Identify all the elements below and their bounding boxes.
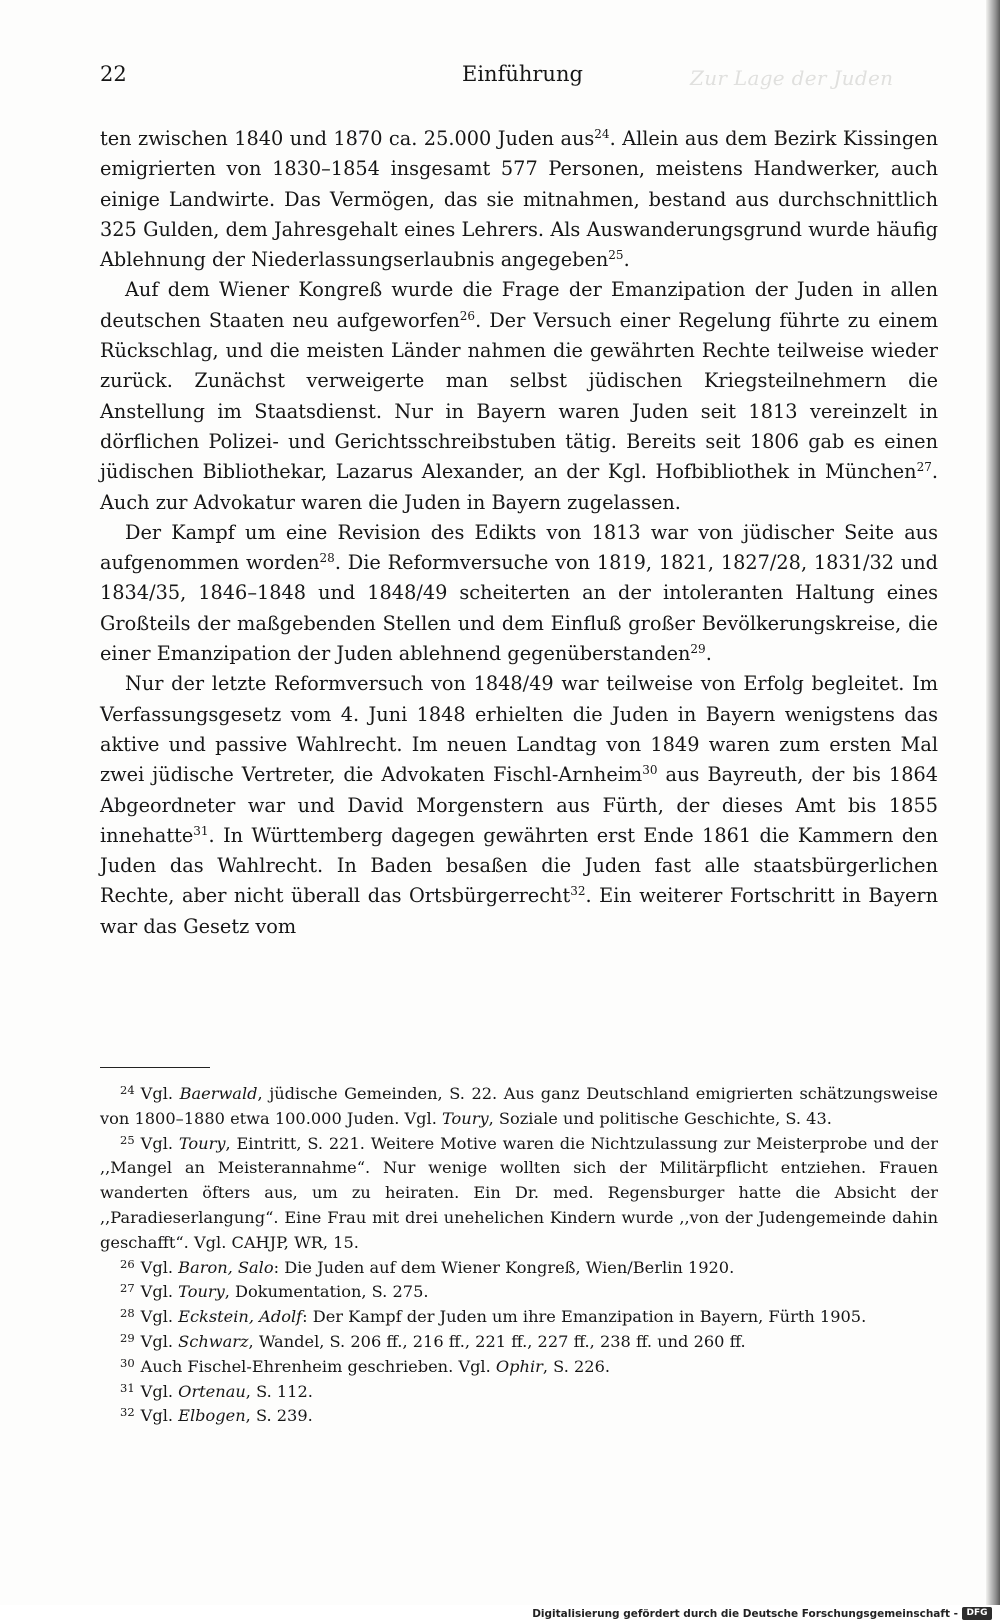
footnote-number: 25: [120, 1132, 135, 1147]
footnote-reference: 32: [570, 884, 586, 899]
footnote-reference: 26: [459, 308, 476, 323]
footnote-reference: 30: [642, 763, 658, 778]
footnote-reference: 28: [319, 551, 335, 566]
footnote-text: Vgl. Eckstein, Adolf: Der Kampf der Juden um ihre Emanzipation in Bayern, Fürth 1905.: [140, 1307, 867, 1327]
page-header: [100, 62, 970, 92]
footnote-number: 29: [120, 1330, 135, 1345]
footnote: [100, 1404, 938, 1429]
footnote-number: 24: [120, 1083, 135, 1097]
footnote-number: 26: [120, 1256, 135, 1271]
cited-author: Baerwald: [179, 1084, 258, 1103]
cited-author: Baron, Salo: [178, 1257, 274, 1277]
footnote-text: Auch Fischel-Ehrenheim geschrieben. Vgl. Ophir, S. 226.: [140, 1356, 611, 1376]
footnote-separator: [100, 1067, 210, 1068]
body-text: [100, 124, 938, 942]
body-paragraph: Auf dem Wiener Kongreß wurde die Frage der Emanzipation der Juden in allen deutschen Staaten neu aufgeworfen$^{26}$. Der Versuch einer Regelung führte zu einem Rückschlag, und die meisten Länder nahmen die gewährten Rechte teilweise wieder zurück. Zunächst verweigerte man selbst jüdischen Kriegsteilnehmern die Anstellung im Staatsdienst. Nur in Bayern waren Juden seit 1813 vereinzelt in dörflichen Polizei- und Gerichtsschreibstuben tätig. Bereits seit 1806 gab es einen jüdischen Bibliothekar, Lazarus Alexander, an der Kgl. Hofbibliothek in München$^{27}$. Auch zur Advokatur waren die Juden in Bayern zugelassen.: [100, 278, 938, 514]
cited-author: Toury: [178, 1133, 226, 1153]
body-paragraph: ten zwischen 1840 und 1870 ca. 25.000 Juden aus$^{24}$. Allein aus dem Bezirk Kissingen emigrierten von 1830–1854 insgesamt 577 Personen, meistens Handwerker, auch einige Landwirte. Das Vermögen, das sie mitnahmen, bestand aus durchschnittlich 325 Gulden, dem Jahresgehalt eines Lehrers. Als Auswanderungsgrund wurde häufig Ablehnung der Niederlassungserlaubnis angegeben$^{25}$.: [100, 127, 938, 272]
running-head: Einführung: [462, 62, 583, 86]
footnote: [100, 1256, 938, 1281]
footnote-text: Vgl. Schwarz, Wandel, S. 206 ff., 216 ff., 221 ff., 227 ff., 238 ff. und 260 ff.: [140, 1331, 746, 1351]
footnote-text: Vgl. Ortenau, S. 112.: [140, 1381, 313, 1401]
footnote-reference: 29: [690, 642, 706, 657]
footnote-text: Vgl. Toury, Dokumentation, S. 275.: [140, 1282, 429, 1302]
footnote: [100, 1305, 938, 1330]
footnote-number: 30: [120, 1355, 135, 1370]
footnotes: [100, 1082, 938, 1429]
body-paragraph: Nur der letzte Reformversuch von 1848/49 war teilweise von Erfolg begleitet. Im Verfassungsgesetz vom 4. Juni 1848 erhielten die Juden in Bayern wenigstens das aktive und passive Wahlrecht. Im neuen Landtag von 1849 waren zum ersten Mal zwei jüdische Vertreter, die Advokaten Fischl-Arnheim$^{30}$ aus Bayreuth, der bis 1864 Abgeordneter war und David Morgenstern aus Fürth, der dieses Amt bis 1855 innehatte$^{31}$. In Württemberg dagegen gewährten erst Ende 1861 die Kammern den Juden das Wahlrecht. In Baden besaßen die Juden fast alle staatsbürgerlichen Rechte, aber nicht überall das Ortsbürgerrecht$^{32}$. Ein weiterer Fortschritt in Bayern war das Gesetz vom: [100, 672, 938, 938]
footnote-text: Vgl. Baerwald, jüdische Gemeinden, S. 22. Aus ganz Deutschland emigrierten schätzungsweise von 1800–1880 etwa 100.000 Juden. Vgl. Toury, Soziale und politische Geschichte, S. 43.: [100, 1084, 938, 1128]
digitization-credit: Digitalisierung gefördert durch die Deutsche Forschungsgemeinschaft -: [532, 1608, 958, 1620]
footnote: [100, 1355, 938, 1380]
cited-author: Toury: [442, 1108, 489, 1128]
footnote: [100, 1330, 938, 1355]
cited-author: Schwarz: [178, 1331, 249, 1351]
footnote: [100, 1132, 938, 1256]
cited-author: Toury: [178, 1282, 225, 1302]
footnote-text: Vgl. Baron, Salo: Die Juden auf dem Wiener Kongreß, Wien/Berlin 1920.: [140, 1257, 735, 1277]
footnote-reference: 31: [193, 823, 209, 838]
footnote: [100, 1280, 938, 1305]
footnote-number: 28: [120, 1306, 135, 1321]
cited-author: Elbogen: [178, 1406, 246, 1426]
footnote-text: Vgl. Elbogen, S. 239.: [140, 1406, 313, 1426]
body-paragraph: Der Kampf um eine Revision des Edikts von 1813 war von jüdischer Seite aus aufgenommen worden$^{28}$. Die Reformversuche von 1819, 1821, 1827/28, 1831/32 und 1834/35, 1846–1848 und 1848/49 scheiterten an der intoleranten Haltung eines Großteils der maßgebenden Stellen und dem Einfluß großer Bevölkerungskreise, die einer Emanzipation der Juden ablehnend gegenüberstanden$^{29}$.: [100, 520, 938, 666]
footnote: [100, 1380, 938, 1405]
footnote-number: 32: [120, 1405, 135, 1420]
footnote: [100, 1082, 938, 1132]
footnote-reference: 27: [916, 460, 932, 475]
footnote-number: 31: [120, 1380, 135, 1395]
page-edge-shadow: [986, 0, 1000, 1605]
footnote-reference: 24: [594, 127, 610, 141]
cited-author: Eckstein, Adolf: [178, 1307, 303, 1327]
cited-author: Ophir: [495, 1356, 543, 1376]
cited-author: Ortenau: [178, 1381, 246, 1401]
dfg-logo: DFG: [962, 1607, 992, 1620]
footnote-number: 27: [120, 1281, 135, 1296]
footnote-reference: 25: [608, 248, 624, 263]
footnote-text: Vgl. Toury, Eintritt, S. 221. Weitere Motive waren die Nichtzulassung zur Meisterprobe und der ,,Mangel an Meisterannahme“. Nur wenige wollten sich der Militärpflicht entziehen. Frauen wanderten öfters aus, um zu heiraten. Ein Dr. med. Regensburger hatte die Absicht der ,,Paradieserlangung“. Eine Frau mit drei unehelichen Kindern wurde ,,von der Judengemeinde dahin geschafft“. Vgl. CAHJP, WR, 15.: [100, 1133, 938, 1252]
page-number: 22: [100, 62, 127, 86]
bleed-through-running-head: Zur Lage der Juden: [690, 66, 894, 90]
